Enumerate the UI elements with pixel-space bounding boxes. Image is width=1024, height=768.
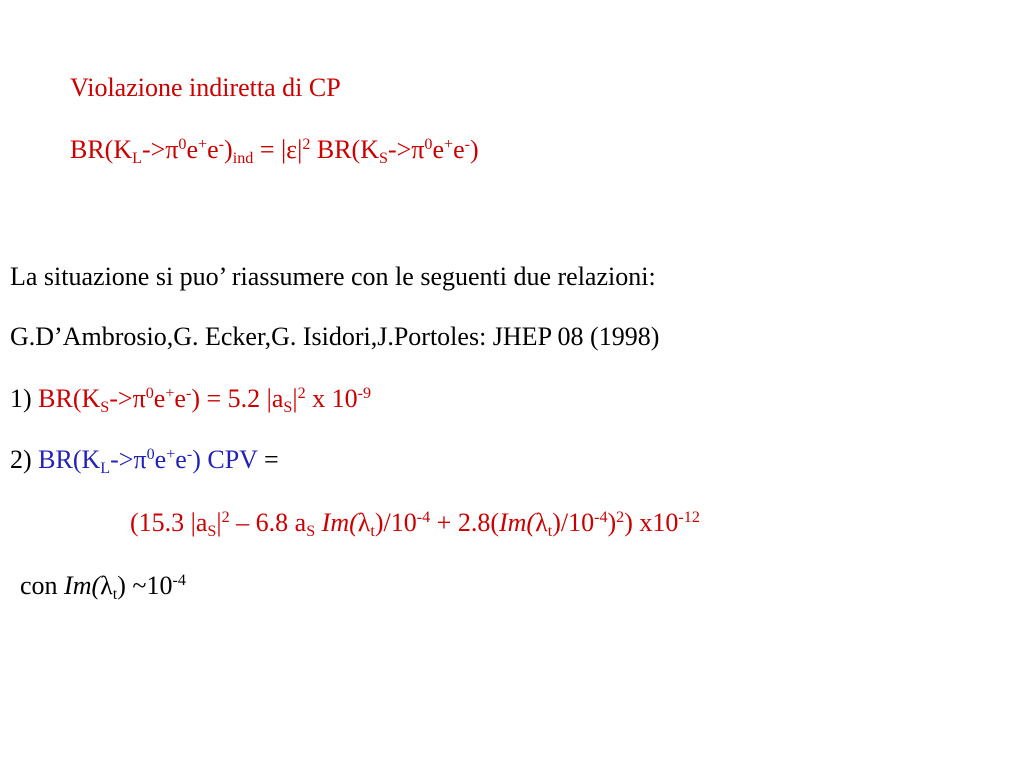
formula-text: λ xyxy=(357,508,371,537)
formula-text: | xyxy=(292,384,298,413)
formula-subscript: t xyxy=(547,522,553,540)
formula-superscript: -12 xyxy=(678,509,700,527)
formula-superscript: 2 xyxy=(297,385,306,403)
formula-subscript: S xyxy=(207,522,217,540)
relation-1-formula xyxy=(38,384,372,416)
formula-subscript: L xyxy=(100,459,111,477)
formula-subscript: S xyxy=(283,398,293,416)
intro-sentence: La situazione si puo’ riassumere con le seguenti due relazioni: xyxy=(10,262,656,291)
formula-superscript: -9 xyxy=(357,385,372,403)
formula-subscript: S xyxy=(100,398,110,416)
relation-1 xyxy=(10,384,372,416)
formula-subscript: ind xyxy=(232,149,254,167)
formula-text: e xyxy=(175,445,187,474)
formula-superscript: 2 xyxy=(221,509,230,527)
formula-text: λ xyxy=(535,508,548,537)
formula-superscript: + xyxy=(165,385,175,403)
formula-italic: Im( xyxy=(499,508,536,537)
formula-superscript: 0 xyxy=(424,136,433,154)
formula-text: ->π xyxy=(109,384,146,413)
relation-number: 2) xyxy=(10,445,39,474)
formula-text: e xyxy=(453,135,465,164)
formula-text: ->π xyxy=(110,445,147,474)
formula-superscript: - xyxy=(218,136,225,154)
formula-text: con xyxy=(20,571,65,600)
formula-text: ) x10 xyxy=(624,508,679,537)
formula-superscript: 0 xyxy=(145,385,154,403)
formula-superscript: - xyxy=(185,385,192,403)
formula-subscript: S xyxy=(306,522,316,540)
relation-2-formula xyxy=(38,445,258,477)
slide-title xyxy=(70,75,341,101)
intro-text xyxy=(10,264,656,290)
indirect-cp-formula xyxy=(70,135,479,167)
relation-2-expression xyxy=(130,508,700,540)
formula-text: ->π xyxy=(387,135,425,164)
formula-superscript: -4 xyxy=(172,572,186,590)
formula-subscript: S xyxy=(379,149,388,167)
formula-text: = |ε| xyxy=(253,135,303,164)
formula-subscript: t xyxy=(112,585,118,603)
formula-text: e xyxy=(154,445,167,474)
formula-text: )/10 xyxy=(552,508,595,537)
formula-superscript: -4 xyxy=(416,509,431,527)
formula-text: (15.3 |a xyxy=(130,508,208,537)
formula-text: ) xyxy=(470,135,479,164)
reference-citation xyxy=(10,324,659,350)
formula-text: BR(K xyxy=(38,384,101,413)
formula-superscript: + xyxy=(166,446,176,464)
formula-superscript: 2 xyxy=(302,136,311,154)
title-text: Violazione indiretta di CP xyxy=(70,73,341,102)
formula-superscript: -4 xyxy=(594,509,608,527)
formula-text: – 6.8 a xyxy=(229,508,307,537)
formula-text: ) ~10 xyxy=(117,571,173,600)
formula-text: ->π xyxy=(141,135,179,164)
formula-text: e xyxy=(153,384,166,413)
formula-superscript: + xyxy=(198,136,208,154)
formula-superscript: 2 xyxy=(616,509,625,527)
formula-text: ) CPV xyxy=(192,445,258,474)
formula-superscript: - xyxy=(186,446,193,464)
relation-number: 1) xyxy=(10,384,39,413)
formula-text: e xyxy=(432,135,445,164)
formula-text: e xyxy=(207,135,219,164)
formula-text: ) xyxy=(224,135,233,164)
formula-text: BR(K xyxy=(38,445,101,474)
formula-text: λ xyxy=(100,571,113,600)
formula-subscript: t xyxy=(370,522,375,540)
formula-superscript: 0 xyxy=(178,136,187,154)
formula-superscript: + xyxy=(444,136,454,154)
formula-subscript: L xyxy=(132,149,142,167)
equals-sign: = xyxy=(257,445,279,474)
relation-2 xyxy=(10,445,279,477)
formula-superscript: - xyxy=(464,136,471,154)
formula-superscript: 0 xyxy=(146,446,155,464)
formula-text: e xyxy=(186,135,199,164)
formula-text: x 10 xyxy=(305,384,358,413)
formula-text: | xyxy=(216,508,222,537)
formula-text: ) = 5.2 |a xyxy=(191,384,284,413)
formula-italic: Im( xyxy=(321,508,358,537)
formula-italic: Im( xyxy=(64,571,101,600)
condition-line xyxy=(20,571,186,603)
formula-text: e xyxy=(174,384,186,413)
citation-text: G.D’Ambrosio,G. Ecker,G. Isidori,J.Portoles: JHEP 08 (1998) xyxy=(10,322,660,351)
formula-text: BR(K xyxy=(310,135,379,164)
formula-text: ) xyxy=(607,508,617,537)
formula-text: + 2.8( xyxy=(430,508,499,537)
formula-text: BR(K xyxy=(70,135,133,164)
formula-text: )/10 xyxy=(374,508,417,537)
